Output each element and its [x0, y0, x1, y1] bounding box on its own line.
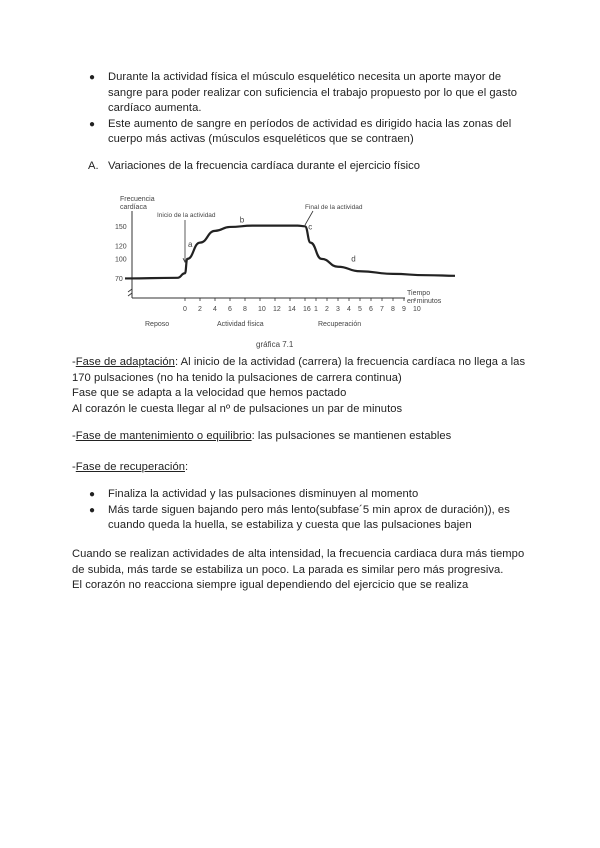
x-tick-label: 16 [303, 306, 311, 313]
phase-label-rest: Reposo [145, 321, 170, 328]
bullet-icon: ● [89, 72, 96, 83]
paragraph-line: 170 pulsaciones (no ha tenido la pulsaciones de carrera continua) [72, 371, 402, 384]
fase-adaptacion-title: Fase de adaptación [75, 356, 175, 368]
x-tick-label: 6 [369, 306, 373, 313]
section-title: Variaciones de la frecuencia cardíaca durante el ejercicio físico [108, 160, 420, 172]
y-tick-label: 70 [115, 275, 123, 283]
fase-adaptacion-paragraph [72, 355, 542, 417]
chart-caption: gráfica 7.1 [256, 340, 294, 349]
paragraph-text: : Al inicio de la actividad (carrera) la frecuencia cardíaca no llega a las [174, 356, 526, 368]
x-tick-label: 10 [258, 306, 266, 313]
bullet-text: Durante la actividad física el músculo esquelético necesita un aporte mayor de sangre para poder realizar con suficiencia el trabajo propuesto por lo que el gasto cardíaco aumenta. [108, 71, 518, 114]
bullet-text: Más tarde siguen bajando pero más lento(subfase´5 min aprox de duración)), es cuando queda la huella, se estabiliza y cuesta que las pulsaciones bajen [108, 503, 510, 531]
bullet-icon: ● [89, 504, 96, 516]
section-marker: A. [88, 160, 99, 172]
dash-prefix: - [72, 461, 76, 473]
paragraph-line [72, 355, 542, 371]
point-label-d: d [351, 254, 356, 264]
y-axis-label-line2: cardíaca [120, 204, 147, 211]
axis-break-icon [128, 289, 132, 296]
phase-label-activity: Actividad física [217, 321, 264, 328]
x-tick-label: 4 [213, 306, 217, 313]
fase-mantenimiento-title: Fase de mantenimiento o equilibrio [75, 430, 252, 442]
point-label-a: a [188, 240, 193, 250]
x-tick-label: 8 [243, 306, 247, 313]
x-tick-label: 4 [347, 306, 351, 313]
dash-prefix: - [72, 356, 76, 368]
paragraph-line: Fase que se adapta a la velocidad que hemos pactado [72, 387, 347, 399]
intro-bullet-list [70, 70, 530, 148]
x-tick-label: 0 [183, 306, 187, 313]
list-item [70, 117, 530, 148]
fase-recuperacion-heading [72, 460, 542, 476]
x-tick-label: 6 [228, 306, 232, 313]
x-tick-label: 14 [288, 306, 296, 313]
paragraph-line: Al corazón le cuesta llegar al nº de pulsaciones un par de minutos [72, 402, 403, 415]
bullet-text: Finaliza la actividad y las pulsaciones disminuyen al momento [108, 488, 419, 500]
list-item [70, 70, 530, 117]
paragraph-text: : [185, 461, 189, 473]
y-axis-label-line1: Frecuencia [120, 196, 155, 203]
x-tick-group [183, 298, 421, 313]
conclusion-paragraph [72, 547, 542, 594]
x-tick-label: 10 [413, 306, 421, 313]
annotation-end-label: Final de la actividad [305, 204, 363, 211]
list-item [70, 503, 530, 534]
x-tick-label: 1 [314, 306, 318, 313]
heart-rate-chart [115, 195, 455, 335]
phase-label-recovery: Recuperación [318, 321, 362, 328]
paragraph-line: El corazón no reacciona siempre igual dependiendo del ejercicio que se realiza [72, 579, 469, 591]
y-tick-label: 100 [115, 256, 127, 264]
paragraph-line: Cuando se realizan actividades de alta intensidad, la frecuencia cardiaca dura más tiempo [72, 548, 525, 560]
x-tick-label: 8 [391, 306, 395, 313]
bullet-text: Este aumento de sangre en períodos de actividad es dirigido hacia las zonas del cuerpo más activas (músculos esqueléticos que se contraen) [108, 117, 512, 145]
x-tick-label: 5 [358, 306, 362, 313]
x-tick-label: 12 [273, 306, 281, 313]
fase-recuperacion-title: Fase de recuperación [75, 461, 185, 473]
section-a-heading [88, 160, 420, 172]
recuperacion-bullet-list [70, 487, 530, 534]
y-tick-label: 150 [115, 223, 127, 231]
y-tick-label: 120 [115, 243, 127, 251]
x-axis-label-line1: Tiempo [407, 290, 431, 297]
bullet-icon: ● [89, 118, 96, 130]
x-axis-label-line2: en minutos [407, 298, 442, 305]
x-tick-label: 2 [198, 306, 202, 313]
list-item [70, 487, 530, 503]
y-tick-group [115, 224, 127, 283]
x-tick-label: 3 [336, 306, 340, 313]
fase-mantenimiento-paragraph [72, 429, 542, 445]
heart-rate-line [125, 226, 455, 279]
paragraph-line: de subida, más tarde se estabiliza un poco. La parada es similar pero más progresiva. [72, 563, 504, 576]
dash-prefix: - [72, 430, 76, 442]
bullet-icon: ● [89, 489, 96, 500]
paragraph-text: : las pulsaciones se mantienen estables [251, 430, 452, 442]
x-tick-label: 2 [325, 306, 329, 313]
annotation-start-label: Inicio de la actividad [157, 212, 216, 219]
point-label-c: c [308, 222, 313, 232]
point-label-b: b [239, 215, 245, 225]
x-tick-label: 7 [380, 306, 384, 313]
annotation-group [157, 204, 363, 264]
x-tick-label: 9 [402, 306, 406, 313]
